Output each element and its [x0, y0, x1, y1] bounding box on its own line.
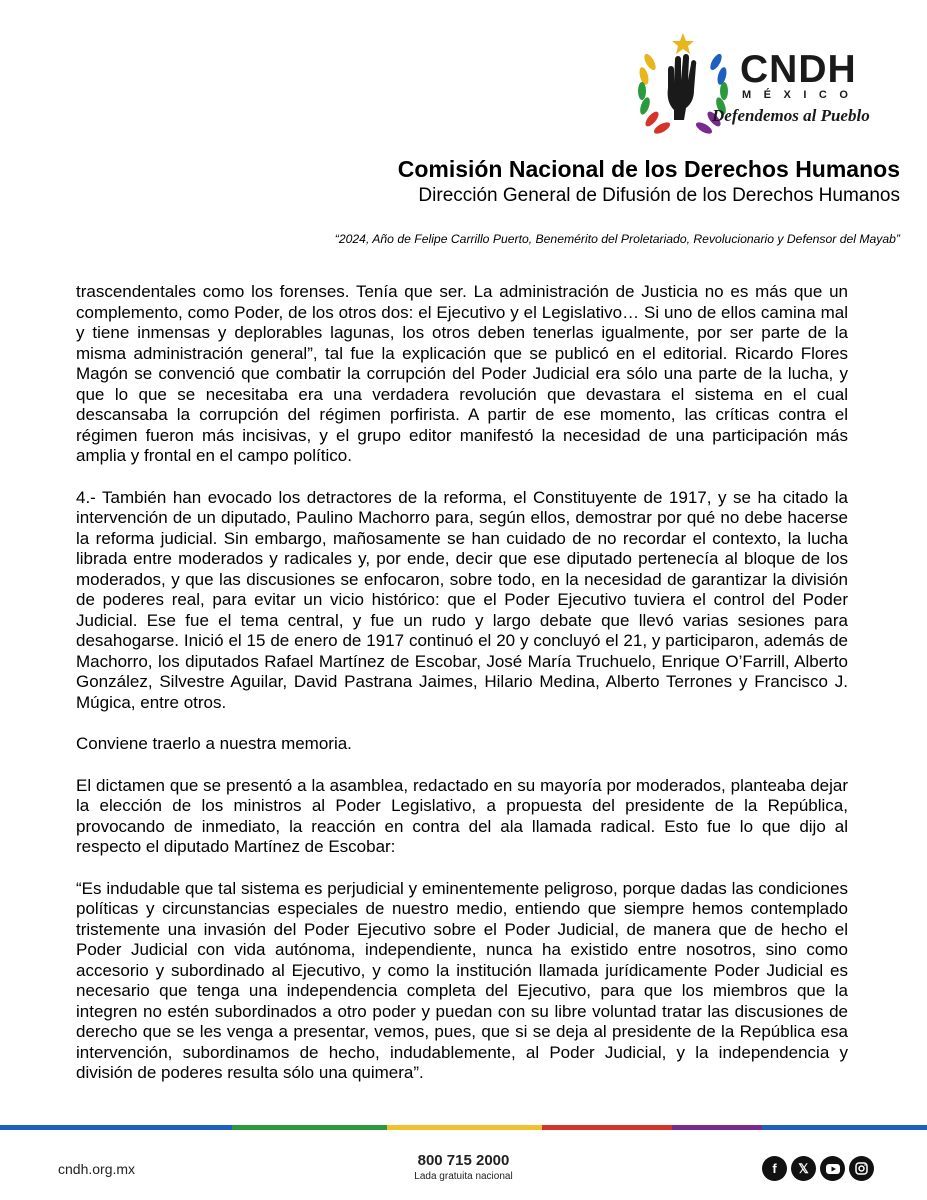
band-segment [0, 1125, 232, 1130]
organization-title: Comisión Nacional de los Derechos Humanos [397, 156, 900, 182]
band-segment [387, 1125, 542, 1130]
band-segment [672, 1125, 762, 1130]
paragraph: trascendentales como los forenses. Tenía que ser. La administración de Justicia no es más que un complemento, como Poder, de los otros dos: el Ejecutivo y el Legislativo… Si uno de ellos camina mal y tiene inmensas y deplorables lagunas, los otros deben tenerlas igualmente, por ser parte de la misma administración general”, tal fue la explicación que se publicó en el editorial. Ricardo Flores Magón se convenció que combatir la corrupción del Poder Judicial era sólo una parte de la lucha, y que lo que se necesitaba era una verdadera revolución que devastara el sistema en el cual descansaba la corrupción del régimen porfirista. A partir de ese momento, las críticas contra el régimen fueron más incisivas, y el grupo editor manifestó la necesidad de una participación más amplia y frontal en el campo político. [76, 282, 848, 465]
paragraph: 4.- También han evocado los detractores de la reforma, el Constituyente de 1917, y se ha citado la intervención de un diputado, Paulino Machorro para, según ellos, demostrar por qué no debe hacerse la reforma judicial. Sin embargo, mañosamente se han cuidado de no recordar el contexto, la lucha librada entre moderados y radicales y, por ende, decir que ese diputado pertenecía al bloque de los moderados, y que las discusiones se enfocaron, sobre todo, en la necesidad de garantizar la división de poderes real, para evitar un vicio histórico: que el Poder Ejecutivo tuviera el control del Poder Judicial. Ese fue el tema central, y fue un rudo y largo debate que llevó varias sesiones para desahogarse. Inició el 15 de enero de 1917 continuó el 20 y concluyó el 21, y participaron, además de Machorro, los diputados Rafael Martínez de Escobar, José María Truchuelo, Enrique O’Farrill, Alberto González, Silvestre Aguilar, David Pastrana Jaimes, Hilario Medina, Alberto Terrones y Francisco J. Múgica, entre otros. [76, 487, 848, 712]
organization-subtitle: Dirección General de Difusión de los Derechos Humanos [418, 185, 900, 206]
paragraph: “Es indudable que tal sistema es perjudicial y eminentemente peligroso, porque dadas las condiciones políticas y circunstancias especiales de nuestro medio, entiendo que siempre hemos contemplado tristemente una invasión del Poder Ejecutivo sobre el Poder Judicial, de manera que de hecho el Poder Judicial con vida autónoma, independiente, nunca ha existido entre nosotros, sino como accesorio y subordinado al Ejecutivo, y como la institución llamada jurídicamente Poder Judicial es necesario que tenga una independencia completa del Ejecutivo, para que los miembros que la integren no estén subordinados a otro poder y puedan con su libre voluntad tratar las discusiones de derecho que se les venga a presentar, vemos, pues, que si se deja al presidente de la República esa intervención, subordinamos de hecho, indudablemente, al Poder Judicial, y la independencia y división de poderes resulta sólo una quimera”. [76, 878, 848, 1082]
footer-color-band [0, 1125, 927, 1130]
youtube-icon[interactable] [820, 1156, 845, 1181]
paragraph: Conviene traerlo a nuestra memoria. [76, 734, 352, 753]
band-segment [542, 1125, 672, 1130]
logo-name: CNDH [740, 48, 857, 91]
band-segment [762, 1125, 927, 1130]
paragraph: El dictamen que se presentó a la asamblea, redactado en su mayoría por moderados, planteaba dejar la elección de los ministros al Poder Legislativo, a propuesta del presidente de la República, provocando de inmediato, la reacción en contra del ala llamada radical. Esto fue lo que dijo al respecto el diputado Martínez de Escobar: [76, 775, 848, 856]
logo-slogan: Defendemos al Pueblo [712, 106, 870, 125]
x-icon[interactable]: 𝕏 [791, 1156, 816, 1181]
year-motto: “2024, Año de Felipe Carrillo Puerto, Benemérito del Proletariado, Revolucionario y Defensor del Mayab” [334, 232, 900, 246]
phone-number: 800 715 2000 [417, 1152, 510, 1169]
instagram-icon[interactable] [849, 1156, 874, 1181]
document-body [76, 282, 848, 1105]
phone-label: Lada gratuita nacional [414, 1171, 513, 1182]
logo-country: MÉXICO [742, 89, 861, 101]
social-links [762, 1156, 874, 1181]
raised-hand-icon [668, 54, 697, 120]
facebook-icon[interactable]: f [762, 1156, 787, 1181]
band-segment [232, 1125, 387, 1130]
laurel-left-icon [638, 52, 672, 136]
star-icon [672, 33, 694, 54]
website-link[interactable]: cndh.org.mx [58, 1161, 136, 1177]
